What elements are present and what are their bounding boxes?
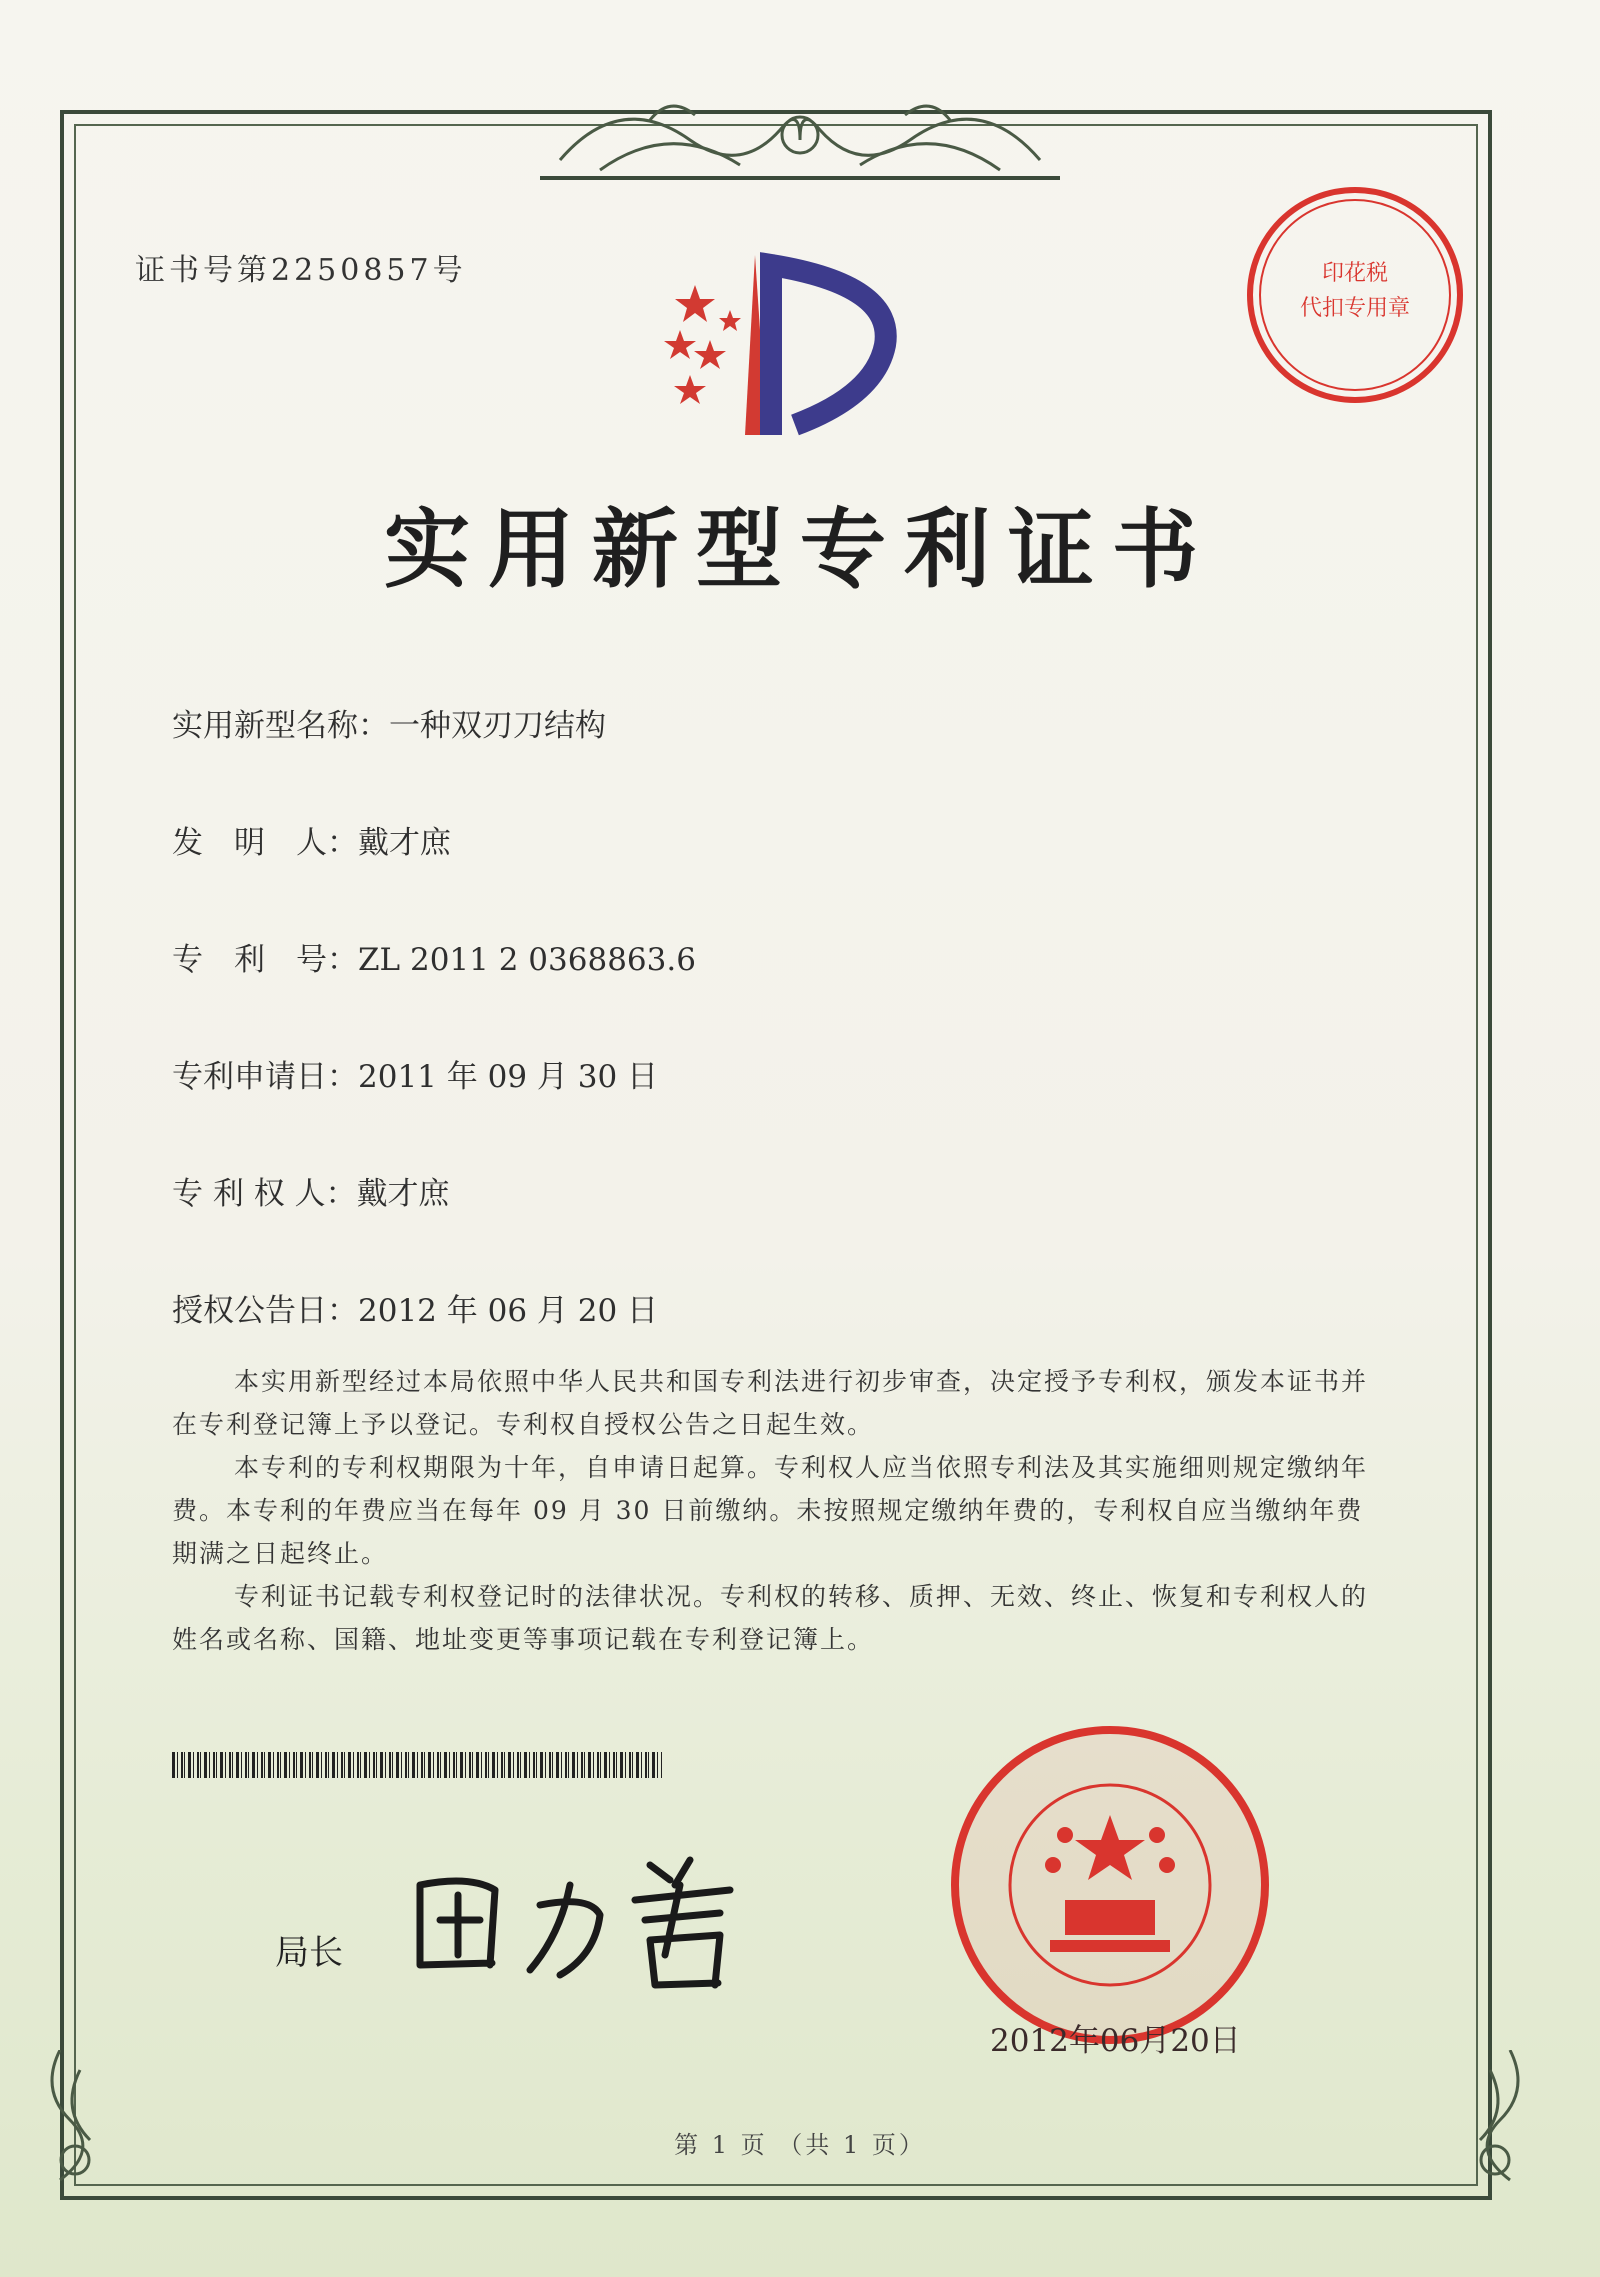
field-utility-model-name bbox=[172, 700, 606, 745]
director-label: 局长 bbox=[275, 1933, 343, 1973]
field-grant-date bbox=[172, 1285, 658, 1330]
cnipa-seal-icon bbox=[945, 1720, 1275, 2050]
field-value: 戴才庶 bbox=[358, 825, 451, 861]
field-label: 专 利 号： bbox=[172, 942, 358, 978]
body-paragraph: 专利证书记载专利权登记时的法律状况。专利权的转移、质押、无效、终止、恢复和专利权人的姓名或名称、国籍、地址变更等事项记载在专利登记簿上。 bbox=[172, 1582, 1369, 1654]
patent-office-logo-icon bbox=[655, 245, 915, 445]
field-value: 一种双刃刀结构 bbox=[389, 708, 606, 744]
certificate-number: 证书号第2250857号 bbox=[135, 253, 467, 288]
page-number: 第 1 页 （共 1 页） bbox=[674, 2131, 926, 2159]
field-label: 发 明 人： bbox=[172, 825, 358, 861]
field-patentee bbox=[172, 1168, 450, 1213]
field-value: 2012 年 06 月 20 日 bbox=[358, 1293, 659, 1329]
seal-date: 2012年06月20日 bbox=[990, 2023, 1241, 2059]
field-value: 2011 年 09 月 30 日 bbox=[358, 1059, 659, 1095]
tax-seal-icon bbox=[1240, 180, 1470, 410]
field-label: 授权公告日： bbox=[172, 1293, 358, 1329]
field-value: 戴才庶 bbox=[356, 1176, 450, 1212]
field-label: 专利申请日： bbox=[172, 1059, 358, 1095]
certificate-body bbox=[172, 1360, 1372, 1661]
body-paragraph: 本实用新型经过本局依照中华人民共和国专利法进行初步审查，决定授予专利权，颁发本证书并在专利登记簿上予以登记。专利权自授权公告之日起生效。 bbox=[172, 1367, 1369, 1439]
svg-text:代扣专用章: 代扣专用章 bbox=[1299, 296, 1411, 321]
certificate-title: 实用新型专利证书 bbox=[384, 499, 1216, 600]
top-ornament-icon bbox=[540, 80, 1060, 190]
field-application-date bbox=[172, 1051, 658, 1096]
field-label: 专 利 权 人： bbox=[172, 1176, 357, 1212]
svg-text:印花税: 印花税 bbox=[1321, 261, 1389, 286]
field-label: 实用新型名称： bbox=[172, 708, 389, 744]
field-inventor bbox=[172, 817, 451, 862]
barcode bbox=[172, 1752, 662, 1778]
director-signature-icon bbox=[400, 1845, 760, 1995]
field-value: ZL 2011 2 0368863.6 bbox=[358, 942, 696, 978]
body-paragraph: 本专利的专利权期限为十年，自申请日起算。专利权人应当依照专利法及其实施细则规定缴纳年费。本专利的年费应当在每年 09 月 30 日前缴纳。未按照规定缴纳年费的，专利权自应当缴纳年费期满之日起终止。 bbox=[172, 1453, 1369, 1568]
field-patent-number bbox=[172, 934, 696, 979]
